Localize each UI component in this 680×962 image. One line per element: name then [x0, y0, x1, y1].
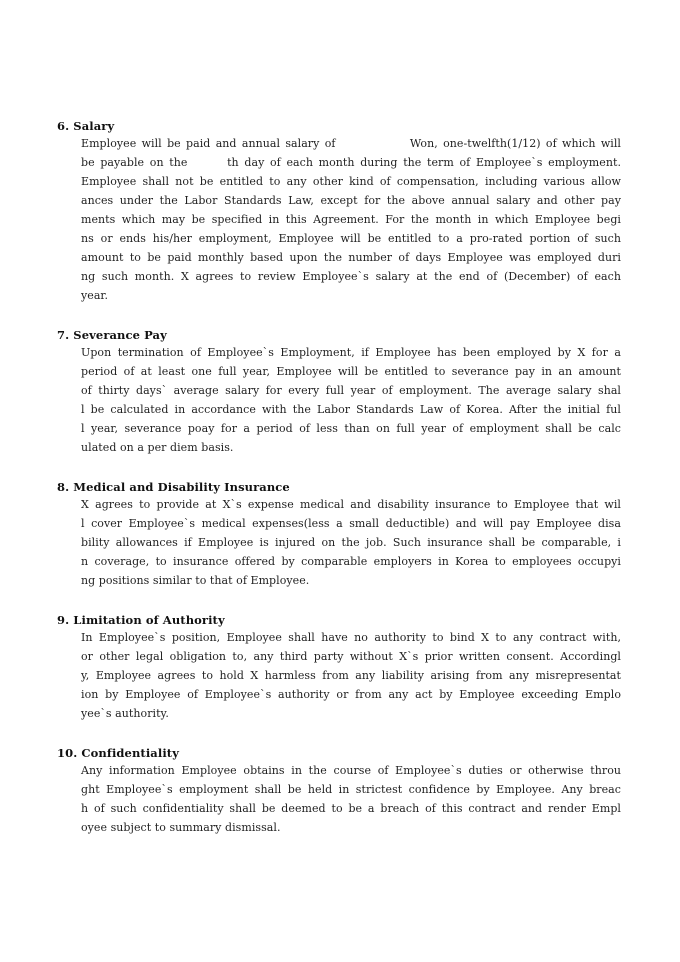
section-heading: 7. Severance Pay — [57, 328, 167, 342]
section-body — [81, 343, 621, 457]
section-body — [81, 134, 621, 305]
section-confidentiality — [57, 745, 627, 837]
body-line: be payable on the th day of each month during the term of Employee`s employment. — [81, 156, 621, 169]
body-line: ments which may be specified in this Agreement. For the month in which Employee begi — [81, 213, 621, 226]
section-heading: 9. Limitation of Authority — [57, 613, 225, 627]
section-heading: 8. Medical and Disability Insurance — [57, 480, 290, 494]
body-line: or other legal obligation to, any third party without X`s prior written consent. Accordingl — [81, 650, 621, 663]
section-heading: 10. Confidentiality — [57, 746, 179, 760]
body-line: Upon termination of Employee`s Employment, if Employee has been employed by X for a — [81, 346, 621, 359]
body-line: of thirty days` average salary for every full year of employment. The average salary shal — [81, 384, 621, 397]
section-body — [81, 495, 621, 590]
body-line: amount to be paid monthly based upon the number of days Employee was employed duri — [81, 251, 621, 264]
section-body — [81, 628, 621, 723]
section-body — [81, 761, 621, 837]
body-line: Any information Employee obtains in the course of Employee`s duties or otherwise throu — [81, 764, 621, 777]
body-line: n coverage, to insurance offered by comparable employers in Korea to employees occupyi — [81, 555, 621, 568]
body-line: h of such confidentiality shall be deemed to be a breach of this contract and render Empl — [81, 802, 621, 815]
body-line: l cover Employee`s medical expenses(less a small deductible) and will pay Employee disa — [81, 517, 621, 530]
section-severance-pay — [57, 327, 627, 457]
body-line: ulated on a per diem basis. — [81, 441, 234, 454]
body-line: ng positions similar to that of Employee. — [81, 574, 310, 587]
section-heading: 6. Salary — [57, 119, 115, 133]
body-line: oyee subject to summary dismissal. — [81, 821, 281, 834]
section-limitation-of-authority — [57, 612, 627, 723]
section-salary — [57, 118, 627, 305]
body-line: Employee will be paid and annual salary of Won, one-twelfth(1/12) of which will — [81, 137, 621, 150]
body-line: ances under the Labor Standards Law, except for the above annual salary and other pay — [81, 194, 621, 207]
section-medical-disability-insurance — [57, 479, 627, 590]
body-line: l be calculated in accordance with the Labor Standards Law of Korea. After the initial ful — [81, 403, 621, 416]
body-line: Employee shall not be entitled to any other kind of compensation, including various allow — [81, 175, 621, 188]
body-line: ns or ends his/her employment, Employee will be entitled to a pro-rated portion of such — [81, 232, 621, 245]
body-line: period of at least one full year, Employee will be entitled to severance pay in an amount — [81, 365, 621, 378]
body-line: ion by Employee of Employee`s authority or from any act by Employee exceeding Emplo — [81, 688, 621, 701]
body-line: ght Employee`s employment shall be held in strictest confidence by Employee. Any breac — [81, 783, 621, 796]
body-line: X agrees to provide at X`s expense medical and disability insurance to Employee that wil — [81, 498, 621, 511]
body-line: y, Employee agrees to hold X harmless from any liability arising from any misrepresentat — [81, 669, 621, 682]
body-line: year. — [81, 289, 109, 302]
body-line: ng such month. X agrees to review Employee`s salary at the end of (December) of each — [81, 270, 621, 283]
body-line: yee`s authority. — [81, 707, 169, 720]
body-line: In Employee`s position, Employee shall have no authority to bind X to any contract with, — [81, 631, 621, 644]
body-line: bility allowances if Employee is injured on the job. Such insurance shall be comparable, i — [81, 536, 621, 549]
body-line: l year, severance poay for a period of less than on full year of employment shall be calc — [81, 422, 621, 435]
